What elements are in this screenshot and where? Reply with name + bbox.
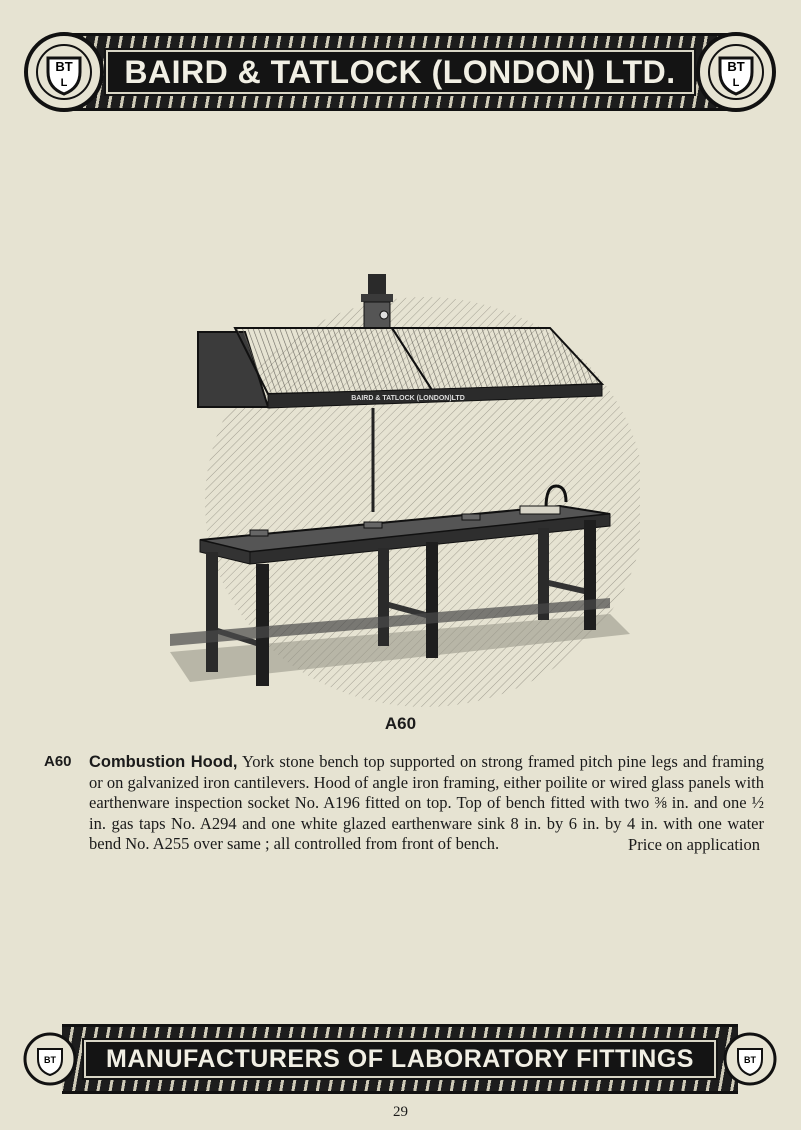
trade-mark-seal-icon	[694, 24, 778, 120]
product-description	[44, 752, 764, 855]
description-text: York stone bench top supported on strong framed pitch pine legs and framing or on galvanized iron cantilevers. Hood of angle iron framing, either poilite or wired glass panels with earthenware inspection socket No. A196 fitted on top. Top of bench fitted with two ⅜ in. and one ½ in. gas taps No. A294 and one white glazed earthenware sink 8 in. by 6 in. by 4 in. with one water bend No. A255 over same ; all controlled from front of bench.	[89, 752, 765, 853]
trade-mark-seal-icon	[22, 24, 106, 120]
figure-caption: A60	[384, 714, 417, 733]
price-note: Price on application	[628, 834, 760, 854]
trade-mark-seal-icon	[722, 1019, 778, 1099]
product-code: A60	[44, 753, 72, 770]
company-name: BAIRD & TATLOCK (LONDON) LTD.	[106, 50, 694, 94]
footer-tagline: MANUFACTURERS OF LABORATORY FITTINGS	[84, 1040, 716, 1078]
trade-mark-seal-icon	[22, 1019, 78, 1099]
header-banner	[22, 24, 778, 120]
svg-text:BT: BT	[44, 1055, 56, 1065]
svg-text:BT: BT	[727, 59, 745, 74]
combustion-hood-illustration	[170, 262, 640, 712]
svg-text:L: L	[732, 77, 740, 89]
footer-banner	[22, 1016, 778, 1102]
product-title: Combustion Hood,	[89, 753, 238, 771]
svg-text:BT: BT	[55, 59, 73, 74]
page-number: 29	[393, 1104, 408, 1120]
svg-text:BT: BT	[744, 1055, 756, 1065]
svg-text:L: L	[60, 77, 68, 89]
description-body	[89, 752, 764, 855]
hood-label: BAIRD & TATLOCK (LONDON)LTD	[351, 395, 465, 402]
